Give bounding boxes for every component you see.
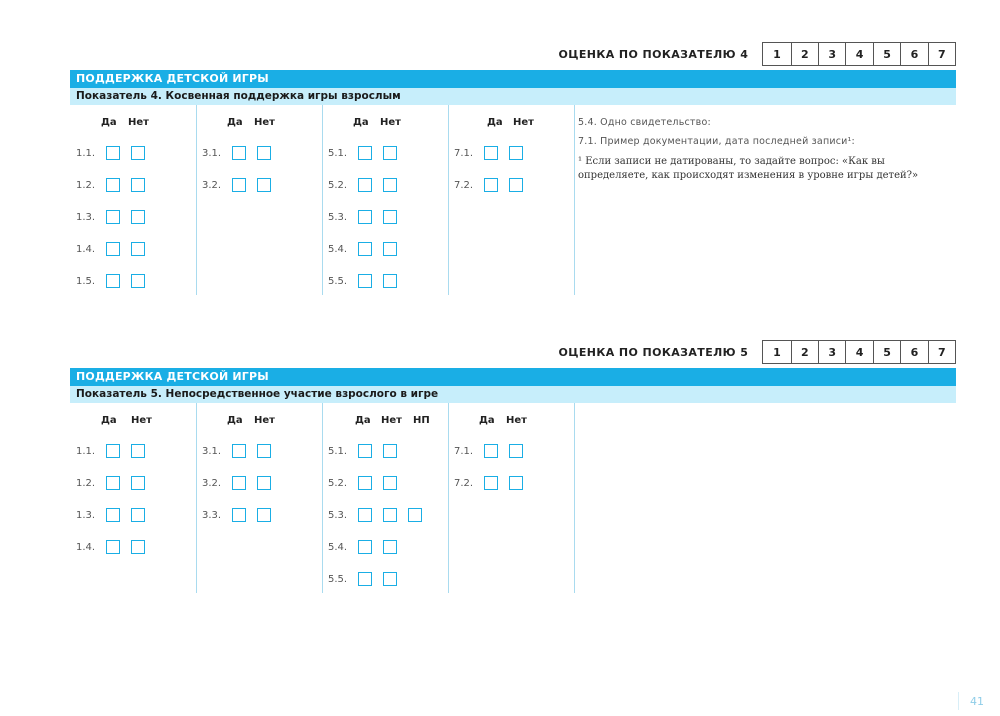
checklist-row	[76, 443, 156, 459]
score-box-7[interactable]: 7	[928, 341, 955, 363]
score-box-3[interactable]: 3	[818, 341, 845, 363]
checklist-row	[328, 475, 408, 491]
header-no: Нет	[513, 117, 534, 128]
score-box-1[interactable]: 1	[773, 47, 781, 61]
score-scale	[762, 42, 956, 66]
header-yes: Да	[479, 415, 495, 426]
no-checkbox[interactable]	[131, 540, 145, 554]
note-7-1: 7.1. Пример документации, дата последней записи¹:	[578, 136, 855, 147]
header-no: Нет	[506, 415, 527, 426]
row-label: 3.2.	[202, 477, 222, 489]
row-label: 1.2.	[76, 477, 96, 489]
row-label: 5.4.	[328, 541, 348, 553]
checklist-row	[202, 443, 282, 459]
yes-checkbox[interactable]	[106, 274, 120, 288]
yes-checkbox[interactable]	[358, 508, 372, 522]
indicator-subtitle: Показатель 5. Непосредственное участие взрослого в игре	[70, 386, 956, 403]
checklist-row	[76, 507, 156, 523]
yes-checkbox[interactable]	[358, 178, 372, 192]
yes-checkbox[interactable]	[106, 476, 120, 490]
row-label: 5.2.	[328, 477, 348, 489]
checklist-column-7	[448, 105, 574, 295]
header-yes: Да	[101, 415, 117, 426]
score-label: ОЦЕНКА ПО ПОКАЗАТЕЛЮ 4	[558, 47, 749, 61]
no-checkbox[interactable]	[131, 274, 145, 288]
header-no: Нет	[381, 415, 402, 426]
indicator-4-section	[70, 42, 956, 300]
yes-checkbox[interactable]	[358, 540, 372, 554]
no-checkbox[interactable]	[131, 242, 145, 256]
no-checkbox[interactable]	[383, 540, 397, 554]
yes-checkbox[interactable]	[232, 476, 246, 490]
row-label: 5.3.	[328, 509, 348, 521]
checklist-row	[328, 507, 433, 523]
checklist-row	[454, 177, 534, 193]
yes-checkbox[interactable]	[232, 444, 246, 458]
row-label: 5.1.	[328, 445, 348, 457]
page-number: 41	[970, 695, 984, 708]
no-checkbox[interactable]	[257, 146, 271, 160]
row-label: 7.2.	[454, 477, 474, 489]
row-label: 1.4.	[76, 541, 96, 553]
checklist-grid	[70, 403, 956, 598]
checklist-row	[328, 273, 408, 289]
checklist-row	[76, 241, 156, 257]
checklist-column-1	[76, 403, 196, 593]
row-label: 1.3.	[76, 509, 96, 521]
row-label: 7.2.	[454, 179, 474, 191]
checklist-column-3	[196, 403, 322, 593]
row-label: 3.2.	[202, 179, 222, 191]
yes-checkbox[interactable]	[106, 444, 120, 458]
score-box-4[interactable]: 4	[845, 341, 872, 363]
no-checkbox[interactable]	[257, 178, 271, 192]
score-scale	[762, 340, 956, 364]
header-yes: Да	[101, 117, 117, 128]
checklist-row	[76, 475, 156, 491]
row-label: 1.4.	[76, 243, 96, 255]
checklist-row	[202, 475, 282, 491]
checklist-row	[328, 241, 408, 257]
checklist-row	[328, 145, 408, 161]
header-not-applicable: НП	[413, 415, 430, 426]
no-checkbox[interactable]	[383, 210, 397, 224]
yes-checkbox[interactable]	[358, 572, 372, 586]
checklist-row	[202, 507, 282, 523]
yes-checkbox[interactable]	[232, 146, 246, 160]
header-yes: Да	[227, 117, 243, 128]
score-box-7[interactable]: 7	[928, 43, 955, 65]
yes-checkbox[interactable]	[484, 476, 498, 490]
yes-checkbox[interactable]	[358, 146, 372, 160]
no-checkbox[interactable]	[383, 572, 397, 586]
page-number-divider	[958, 692, 959, 710]
score-box-6[interactable]: 6	[900, 341, 927, 363]
score-box-1[interactable]: 1	[773, 345, 781, 359]
checklist-column-7	[448, 403, 574, 593]
row-label: 7.1.	[454, 147, 474, 159]
score-box-5[interactable]: 5	[873, 341, 900, 363]
yes-checkbox[interactable]	[106, 540, 120, 554]
checklist-column-5	[322, 403, 448, 593]
checklist-row	[328, 177, 408, 193]
checklist-column-3	[196, 105, 322, 295]
yes-checkbox[interactable]	[232, 508, 246, 522]
checklist-row	[328, 571, 408, 587]
not-applicable-checkbox[interactable]	[408, 508, 422, 522]
checklist-row	[454, 443, 534, 459]
no-checkbox[interactable]	[131, 476, 145, 490]
yes-checkbox[interactable]	[484, 444, 498, 458]
no-checkbox[interactable]	[509, 178, 523, 192]
no-checkbox[interactable]	[257, 476, 271, 490]
yes-checkbox[interactable]	[106, 210, 120, 224]
row-label: 1.3.	[76, 211, 96, 223]
score-box-3[interactable]: 3	[818, 43, 845, 65]
yes-checkbox[interactable]	[106, 146, 120, 160]
yes-checkbox[interactable]	[232, 178, 246, 192]
checklist-row	[202, 145, 282, 161]
footnote: ¹ Если записи не датированы, то задайте вопрос: «Как вы определяете, как происходят изменения в уровне игры детей?»	[578, 156, 919, 181]
indicator-subtitle: Показатель 4. Косвенная поддержка игры взрослым	[70, 88, 956, 105]
note-5-4: 5.4. Одно свидетельство:	[578, 117, 711, 128]
indicator-5-section	[70, 340, 956, 598]
no-checkbox[interactable]	[131, 210, 145, 224]
row-label: 5.3.	[328, 211, 348, 223]
score-row	[70, 42, 956, 66]
no-checkbox[interactable]	[131, 444, 145, 458]
row-label: 1.2.	[76, 179, 96, 191]
row-label: 7.1.	[454, 445, 474, 457]
no-checkbox[interactable]	[383, 508, 397, 522]
no-checkbox[interactable]	[509, 444, 523, 458]
row-label: 1.1.	[76, 445, 96, 457]
row-label: 3.3.	[202, 509, 222, 521]
section-title: ПОДДЕРЖКА ДЕТСКОЙ ИГРЫ	[70, 70, 956, 88]
yes-checkbox[interactable]	[358, 274, 372, 288]
yes-checkbox[interactable]	[484, 178, 498, 192]
score-row	[70, 340, 956, 364]
no-checkbox[interactable]	[383, 444, 397, 458]
checklist-row	[76, 209, 156, 225]
row-label: 5.4.	[328, 243, 348, 255]
notes-divider	[574, 105, 575, 295]
row-label: 5.5.	[328, 573, 348, 585]
yes-checkbox[interactable]	[358, 242, 372, 256]
row-label: 3.1.	[202, 147, 222, 159]
row-label: 1.5.	[76, 275, 96, 287]
score-box-4[interactable]: 4	[845, 43, 872, 65]
no-checkbox[interactable]	[383, 178, 397, 192]
checklist-column-5	[322, 105, 448, 295]
score-box-6[interactable]: 6	[900, 43, 927, 65]
no-checkbox[interactable]	[131, 146, 145, 160]
no-checkbox[interactable]	[383, 146, 397, 160]
yes-checkbox[interactable]	[106, 178, 120, 192]
header-no: Нет	[254, 117, 275, 128]
checklist-row	[76, 177, 156, 193]
row-label: 5.5.	[328, 275, 348, 287]
header-no: Нет	[128, 117, 149, 128]
no-checkbox[interactable]	[509, 476, 523, 490]
row-label: 1.1.	[76, 147, 96, 159]
checklist-row	[76, 145, 156, 161]
checklist-grid	[70, 105, 956, 300]
checklist-row	[202, 177, 282, 193]
section-title: ПОДДЕРЖКА ДЕТСКОЙ ИГРЫ	[70, 368, 956, 386]
header-yes: Да	[227, 415, 243, 426]
no-checkbox[interactable]	[383, 274, 397, 288]
header-no: Нет	[254, 415, 275, 426]
no-checkbox[interactable]	[383, 476, 397, 490]
checklist-row	[454, 145, 534, 161]
no-checkbox[interactable]	[131, 508, 145, 522]
score-label: ОЦЕНКА ПО ПОКАЗАТЕЛЮ 5	[558, 345, 749, 359]
yes-checkbox[interactable]	[106, 508, 120, 522]
checklist-column-1	[76, 105, 196, 295]
header-yes: Да	[353, 117, 369, 128]
no-checkbox[interactable]	[257, 508, 271, 522]
header-yes: Да	[355, 415, 371, 426]
no-checkbox[interactable]	[383, 242, 397, 256]
yes-checkbox[interactable]	[484, 146, 498, 160]
checklist-row	[328, 209, 408, 225]
checklist-row	[328, 539, 408, 555]
score-box-2[interactable]: 2	[791, 43, 818, 65]
header-yes: Да	[487, 117, 503, 128]
checklist-row	[454, 475, 534, 491]
header-no: Нет	[380, 117, 401, 128]
row-label: 5.2.	[328, 179, 348, 191]
notes-divider	[574, 403, 575, 593]
row-label: 3.1.	[202, 445, 222, 457]
checklist-row	[328, 443, 408, 459]
row-label: 5.1.	[328, 147, 348, 159]
no-checkbox[interactable]	[257, 444, 271, 458]
yes-checkbox[interactable]	[358, 476, 372, 490]
no-checkbox[interactable]	[131, 178, 145, 192]
header-no: Нет	[131, 415, 152, 426]
notes-area	[578, 117, 958, 183]
score-box-5[interactable]: 5	[873, 43, 900, 65]
no-checkbox[interactable]	[509, 146, 523, 160]
score-box-2[interactable]: 2	[791, 341, 818, 363]
yes-checkbox[interactable]	[358, 444, 372, 458]
checklist-row	[76, 273, 156, 289]
yes-checkbox[interactable]	[358, 210, 372, 224]
yes-checkbox[interactable]	[106, 242, 120, 256]
checklist-row	[76, 539, 156, 555]
